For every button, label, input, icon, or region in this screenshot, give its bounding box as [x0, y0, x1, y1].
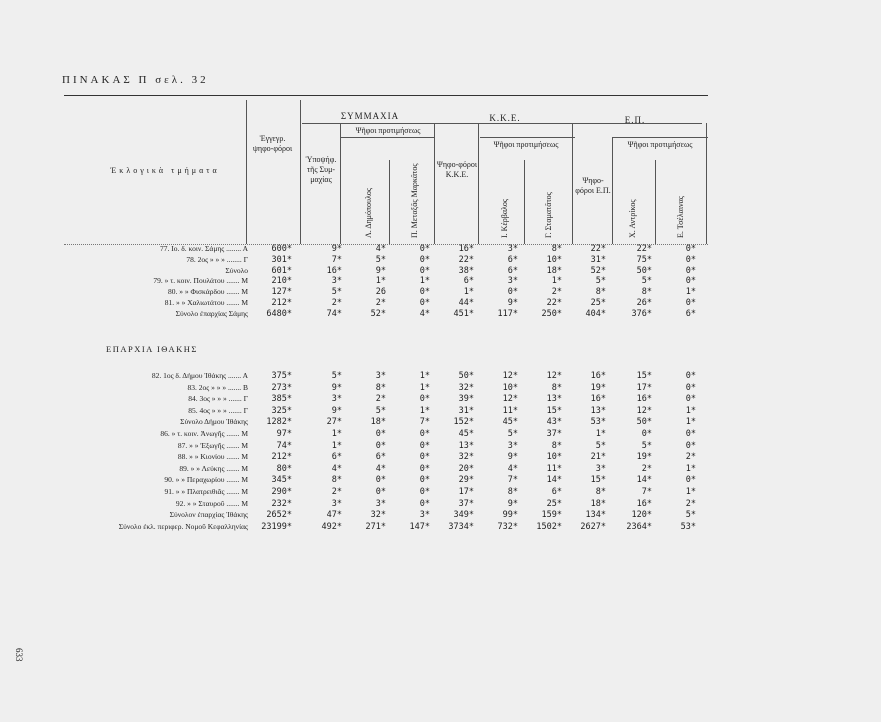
table-cell: 212*	[271, 298, 292, 308]
table-cell: 47*	[326, 510, 342, 521]
table-cell: 0*	[419, 394, 430, 405]
table-cell: 16*	[636, 394, 652, 405]
table-cell: 3*	[331, 394, 342, 405]
header-divider	[572, 123, 573, 244]
table-cell: 3*	[595, 463, 606, 474]
table-row	[0, 510, 881, 520]
table-cell: 492*	[321, 521, 342, 532]
table-cell: 16*	[590, 371, 606, 381]
table-cell: 4*	[375, 463, 386, 474]
table-row	[0, 383, 881, 393]
row-label: 82. 1ος δ. Δήμου Ἰθάκης ....... Α	[151, 371, 248, 380]
table-cell: 0*	[419, 244, 430, 254]
table-cell: 18*	[370, 417, 386, 428]
table-cell: 451*	[453, 308, 474, 319]
row-label: 78. 2ος » » » ........ Γ	[186, 254, 248, 264]
table-cell: 2627*	[580, 521, 606, 532]
table-cell: 5*	[685, 510, 696, 521]
table-cell: 2*	[375, 298, 386, 308]
table-cell: 74*	[326, 308, 342, 319]
table-cell: 0*	[685, 394, 696, 405]
table-cell: 97*	[276, 429, 292, 439]
table-cell: 271*	[365, 521, 386, 532]
table-cell: 232*	[271, 498, 292, 509]
table-cell: 2*	[685, 452, 696, 463]
table-row	[0, 499, 881, 509]
table-cell: 18*	[590, 498, 606, 509]
table-cell: 0*	[375, 475, 386, 486]
table-cell: 12*	[502, 394, 518, 405]
header-divider	[389, 160, 390, 244]
table-cell: 152*	[453, 417, 474, 428]
table-cell: 0*	[641, 429, 652, 439]
table-cell: 404*	[585, 308, 606, 319]
table-cell: 25*	[546, 498, 562, 509]
table-row	[0, 287, 881, 297]
table-cell: 19*	[590, 382, 606, 393]
row-label: 90. » » Περαχωρίου ....... Μ	[164, 475, 248, 485]
table-cell: 5*	[507, 429, 518, 439]
table-cell: 50*	[636, 417, 652, 428]
header-line	[340, 137, 434, 138]
table-cell: 600*	[271, 244, 292, 254]
table-cell: 0*	[685, 265, 696, 276]
table-cell: 1*	[685, 417, 696, 428]
table-cell: 0*	[685, 244, 696, 254]
table-cell: 10*	[546, 452, 562, 463]
table-cell: 120*	[631, 510, 652, 521]
table-cell: 3*	[507, 276, 518, 287]
group-header-symmachia: ΣΥΜΜΑΧΙΑ	[340, 111, 400, 121]
table-cell: 6480*	[266, 308, 292, 319]
table-cell: 375*	[271, 371, 292, 381]
table-cell: 6*	[507, 265, 518, 276]
table-cell: 50*	[458, 371, 474, 381]
table-cell: 45*	[502, 417, 518, 428]
table-cell: 15*	[546, 405, 562, 416]
table-cell: 0*	[419, 440, 430, 451]
table-cell: 5*	[641, 440, 652, 451]
table-cell: 22*	[546, 298, 562, 308]
table-cell: 8*	[551, 244, 562, 254]
table-cell: 1*	[685, 405, 696, 416]
table-cell: 1*	[331, 429, 342, 439]
table-cell: 22*	[590, 244, 606, 254]
table-row	[0, 255, 881, 265]
table-cell: 5*	[641, 276, 652, 287]
kke-voters-header: Ψηφο-φόροι Κ.Κ.Ε.	[436, 160, 478, 179]
table-cell: 52*	[590, 265, 606, 276]
table-cell: 1*	[685, 487, 696, 497]
table-cell: 0*	[419, 452, 430, 463]
table-cell: 1*	[463, 287, 474, 298]
table-cell: 10*	[546, 254, 562, 265]
table-cell: 53*	[590, 417, 606, 428]
table-cell: 376*	[631, 308, 652, 319]
table-cell: 0*	[375, 429, 386, 439]
table-cell: 16*	[326, 265, 342, 276]
table-row	[0, 371, 881, 381]
header-divider	[612, 137, 613, 244]
table-cell: 17*	[636, 382, 652, 393]
table-row	[0, 429, 881, 439]
table-cell: 3*	[331, 276, 342, 287]
table-cell: 17*	[458, 487, 474, 497]
table-cell: 2652*	[266, 510, 292, 521]
table-cell: 21*	[590, 452, 606, 463]
table-cell: 25*	[590, 298, 606, 308]
ep-voters-header: Ψηφο-φόροι Ε.Π.	[575, 176, 611, 195]
table-row	[0, 244, 881, 254]
row-label: Σύνολο	[225, 265, 248, 275]
table-cell: 4*	[331, 463, 342, 474]
header-line	[480, 137, 575, 138]
table-cell: 0*	[419, 429, 430, 439]
table-row	[0, 452, 881, 462]
row-label: 80. » » Φισκάρδου ....... Μ	[168, 287, 248, 297]
table-cell: 14*	[546, 475, 562, 486]
row-label: Σύνολο ἐκλ. περιφερ. Νομοῦ Κεφαλληνίας	[118, 521, 248, 531]
section-title: ΕΠΑΡΧΙΑ ΙΘΑΚΗΣ	[106, 344, 198, 354]
row-label: 91. » » Πλατρειθιᾶς ....... Μ	[164, 487, 248, 496]
table-cell: 74*	[276, 440, 292, 451]
table-row	[0, 276, 881, 286]
table-cell: 4*	[419, 308, 430, 319]
table-cell: 16*	[590, 394, 606, 405]
table-cell: 1*	[595, 429, 606, 439]
table-cell: 8*	[375, 382, 386, 393]
table-cell: 6*	[551, 487, 562, 497]
table-cell: 7*	[507, 475, 518, 486]
row-label: 81. » » Χαλιωτάτου ....... Μ	[164, 298, 248, 307]
table-cell: 732*	[497, 521, 518, 532]
row-label: Σύνολο Δήμου Ἰθάκης	[180, 417, 248, 427]
table-cell: 2*	[375, 394, 386, 405]
table-cell: 53*	[680, 521, 696, 532]
table-cell: 0*	[685, 382, 696, 393]
header-divider	[478, 123, 479, 244]
table-cell: 75*	[636, 254, 652, 265]
table-cell: 2364*	[626, 521, 652, 532]
table-cell: 19*	[636, 452, 652, 463]
table-cell: 0*	[419, 287, 430, 298]
header-line	[612, 137, 708, 138]
table-cell: 13*	[546, 394, 562, 405]
table-cell: 3*	[331, 498, 342, 509]
row-label-header: Ἐκλογικὰ τμήματα	[110, 166, 220, 175]
symmachia-candidate-2: Π. Μεταξᾶς Μαρκᾶτος	[410, 163, 419, 238]
table-cell: 6*	[375, 452, 386, 463]
table-cell: 12*	[636, 405, 652, 416]
table-cell: 4*	[507, 463, 518, 474]
table-cell: 1*	[375, 276, 386, 287]
table-cell: 13*	[458, 440, 474, 451]
table-cell: 385*	[271, 394, 292, 405]
table-cell: 6*	[463, 276, 474, 287]
table-cell: 13*	[590, 405, 606, 416]
table-cell: 6*	[685, 308, 696, 319]
ep-candidate-2: Ε. Τσέλαινας	[676, 196, 685, 238]
table-row	[0, 417, 881, 427]
table-cell: 212*	[271, 452, 292, 463]
table-cell: 32*	[458, 382, 474, 393]
table-cell: 3*	[375, 498, 386, 509]
table-cell: 8*	[331, 475, 342, 486]
table-cell: 23199*	[261, 521, 292, 532]
row-label: 92. » » Σταυροῦ ....... Μ	[175, 498, 248, 508]
table-cell: 80*	[276, 463, 292, 474]
table-cell: 15*	[590, 475, 606, 486]
table-cell: 301*	[271, 254, 292, 265]
table-cell: 14*	[636, 475, 652, 486]
table-cell: 1*	[419, 371, 430, 381]
table-cell: 0*	[419, 487, 430, 497]
row-label: 83. 2ος » » » ....... Β	[187, 382, 248, 392]
row-label: Σύνολον ἐπαρχίας Ἰθάκης	[169, 510, 248, 520]
table-cell: 29*	[458, 475, 474, 486]
table-cell: 39*	[458, 394, 474, 405]
kke-candidate-2: Γ. Σταματᾶτος	[544, 192, 553, 238]
table-cell: 134*	[585, 510, 606, 521]
table-cell: 1*	[685, 287, 696, 298]
row-label: 84. 3ος » » » ....... Γ	[188, 394, 248, 404]
table-cell: 0*	[419, 475, 430, 486]
table-cell: 5*	[331, 371, 342, 381]
table-cell: 0*	[685, 429, 696, 439]
row-label: 77. Ιο. δ. κοιν. Σάμης ........ Α	[159, 244, 248, 253]
table-cell: 4*	[375, 244, 386, 254]
table-cell: 117*	[497, 308, 518, 319]
table-cell: 9*	[375, 265, 386, 276]
header-line	[302, 123, 702, 124]
table-cell: 32*	[458, 452, 474, 463]
table-cell: 0*	[685, 371, 696, 381]
table-cell: 7*	[419, 417, 430, 428]
table-cell: 16*	[636, 498, 652, 509]
table-row	[0, 441, 881, 451]
table-cell: 349*	[453, 510, 474, 521]
table-row	[0, 309, 881, 319]
table-cell: 1*	[419, 405, 430, 416]
table-cell: 5*	[331, 287, 342, 298]
table-cell: 37*	[458, 498, 474, 509]
table-cell: 0*	[419, 254, 430, 265]
table-cell: 1*	[551, 276, 562, 287]
table-cell: 2*	[685, 498, 696, 509]
table-cell: 290*	[271, 487, 292, 497]
row-label: Σύνολο ἐπαρχίας Σάμης	[175, 308, 248, 318]
table-cell: 1502*	[536, 521, 562, 532]
table-cell: 8*	[595, 287, 606, 298]
table-cell: 6*	[331, 452, 342, 463]
table-cell: 5*	[375, 254, 386, 265]
table-row	[0, 394, 881, 404]
table-cell: 325*	[271, 405, 292, 416]
table-cell: 12*	[502, 371, 518, 381]
table-cell: 22*	[636, 244, 652, 254]
table-cell: 3734*	[448, 521, 474, 532]
header-divider	[655, 160, 656, 244]
table-cell: 31*	[458, 405, 474, 416]
table-cell: 0*	[685, 298, 696, 308]
table-cell: 3*	[375, 371, 386, 381]
group-header-ep: Ε.Π.	[624, 115, 646, 125]
table-cell: 8*	[595, 487, 606, 497]
table-cell: 273*	[271, 382, 292, 393]
table-cell: 3*	[507, 440, 518, 451]
header-divider	[434, 123, 435, 244]
table-cell: 5*	[595, 276, 606, 287]
table-cell: 0*	[419, 498, 430, 509]
row-label: 89. » » Λεύκης ....... Μ	[179, 463, 248, 473]
group-header-kke: Κ.Κ.Ε.	[489, 113, 521, 123]
table-cell: 0*	[375, 487, 386, 497]
table-cell: 26	[375, 287, 386, 298]
table-cell: 5*	[595, 440, 606, 451]
table-cell: 2*	[331, 298, 342, 308]
row-label: 85. 4ος » » » ....... Γ	[188, 405, 248, 415]
table-cell: 18*	[546, 265, 562, 276]
header-divider	[524, 160, 525, 244]
table-cell: 0*	[685, 440, 696, 451]
row-label: 79. » τ. κοιν. Πουλάτου ....... Μ	[153, 276, 248, 286]
table-row	[0, 464, 881, 474]
table-cell: 7*	[641, 487, 652, 497]
table-row	[0, 406, 881, 416]
table-cell: 38*	[458, 265, 474, 276]
table-cell: 8*	[551, 382, 562, 393]
table-cell: 8*	[507, 487, 518, 497]
table-cell: 44*	[458, 298, 474, 308]
table-cell: 1*	[685, 463, 696, 474]
registered-header: Ἐγγεγρ. ψηφο-φόροι	[252, 134, 293, 153]
table-cell: 2*	[641, 463, 652, 474]
kke-candidate-1: Ι. Κέρβαλος	[500, 198, 509, 238]
table-cell: 0*	[375, 440, 386, 451]
table-cell: 52*	[370, 308, 386, 319]
table-cell: 2*	[331, 487, 342, 497]
table-cell: 1*	[419, 382, 430, 393]
table-cell: 22*	[458, 254, 474, 265]
table-cell: 11*	[546, 463, 562, 474]
pref-header-kke: Ψῆφοι προτιμήσεως	[493, 140, 559, 149]
table-cell: 3*	[507, 244, 518, 254]
table-cell: 43*	[546, 417, 562, 428]
table-cell: 15*	[636, 371, 652, 381]
table-cell: 159*	[541, 510, 562, 521]
table-cell: 31*	[590, 254, 606, 265]
symmachia-candidate-1: Λ. Δημόπουλος	[364, 187, 373, 238]
table-top-rule	[64, 95, 708, 96]
table-row	[0, 522, 881, 532]
table-cell: 20*	[458, 463, 474, 474]
table-cell: 27*	[326, 417, 342, 428]
header-divider	[246, 100, 247, 244]
table-row	[0, 266, 881, 276]
table-cell: 9*	[331, 382, 342, 393]
table-cell: 1*	[419, 276, 430, 287]
table-cell: 9*	[507, 498, 518, 509]
table-cell: 0*	[685, 475, 696, 486]
table-cell: 3*	[419, 510, 430, 521]
table-cell: 0*	[685, 254, 696, 265]
table-cell: 7*	[331, 254, 342, 265]
table-cell: 345*	[271, 475, 292, 486]
table-cell: 0*	[685, 276, 696, 287]
table-cell: 26*	[636, 298, 652, 308]
table-cell: 9*	[331, 244, 342, 254]
table-cell: 210*	[271, 276, 292, 287]
table-cell: 10*	[502, 382, 518, 393]
table-row	[0, 475, 881, 485]
table-cell: 147*	[409, 521, 430, 532]
page-number: 633	[14, 648, 24, 662]
table-row	[0, 298, 881, 308]
table-cell: 2*	[551, 287, 562, 298]
table-cell: 9*	[507, 298, 518, 308]
table-row	[0, 487, 881, 497]
table-cell: 0*	[419, 265, 430, 276]
symmachia-candidates-header: Ὑποψήφ. τῆς Συμ-μαχίας	[305, 155, 337, 184]
table-cell: 601*	[271, 265, 292, 276]
table-cell: 32*	[370, 510, 386, 521]
table-cell: 127*	[271, 287, 292, 298]
table-cell: 250*	[541, 308, 562, 319]
ep-candidate-1: Χ. Αντρίκος	[628, 199, 637, 238]
table-cell: 9*	[331, 405, 342, 416]
table-cell: 8*	[551, 440, 562, 451]
row-label: 88. » » Κιονίου ....... Μ	[177, 452, 248, 462]
table-cell: 0*	[507, 287, 518, 298]
table-cell: 37*	[546, 429, 562, 439]
table-cell: 45*	[458, 429, 474, 439]
table-cell: 0*	[419, 298, 430, 308]
table-cell: 16*	[458, 244, 474, 254]
table-cell: 1*	[331, 440, 342, 451]
table-cell: 11*	[502, 405, 518, 416]
table-cell: 99*	[502, 510, 518, 521]
table-cell: 50*	[636, 265, 652, 276]
table-cell: 1282*	[266, 417, 292, 428]
table-cell: 0*	[419, 463, 430, 474]
pref-header-symmachia: Ψῆφοι προτιμήσεως	[355, 126, 421, 135]
table-cell: 5*	[375, 405, 386, 416]
table-cell: 9*	[507, 452, 518, 463]
table-cell: 12*	[546, 371, 562, 381]
row-label: 87. » » Ἐξωγῆς ....... Μ	[177, 440, 248, 450]
table-cell: 8*	[641, 287, 652, 298]
page-title: ΠΙΝΑΚΑΣ Π σελ. 32	[62, 74, 209, 86]
pref-header-ep: Ψῆφοι προτιμήσεως	[627, 140, 693, 149]
table-cell: 6*	[507, 254, 518, 265]
row-label: 86. » τ. κοιν. Ἀνωγῆς ....... Μ	[160, 429, 248, 438]
